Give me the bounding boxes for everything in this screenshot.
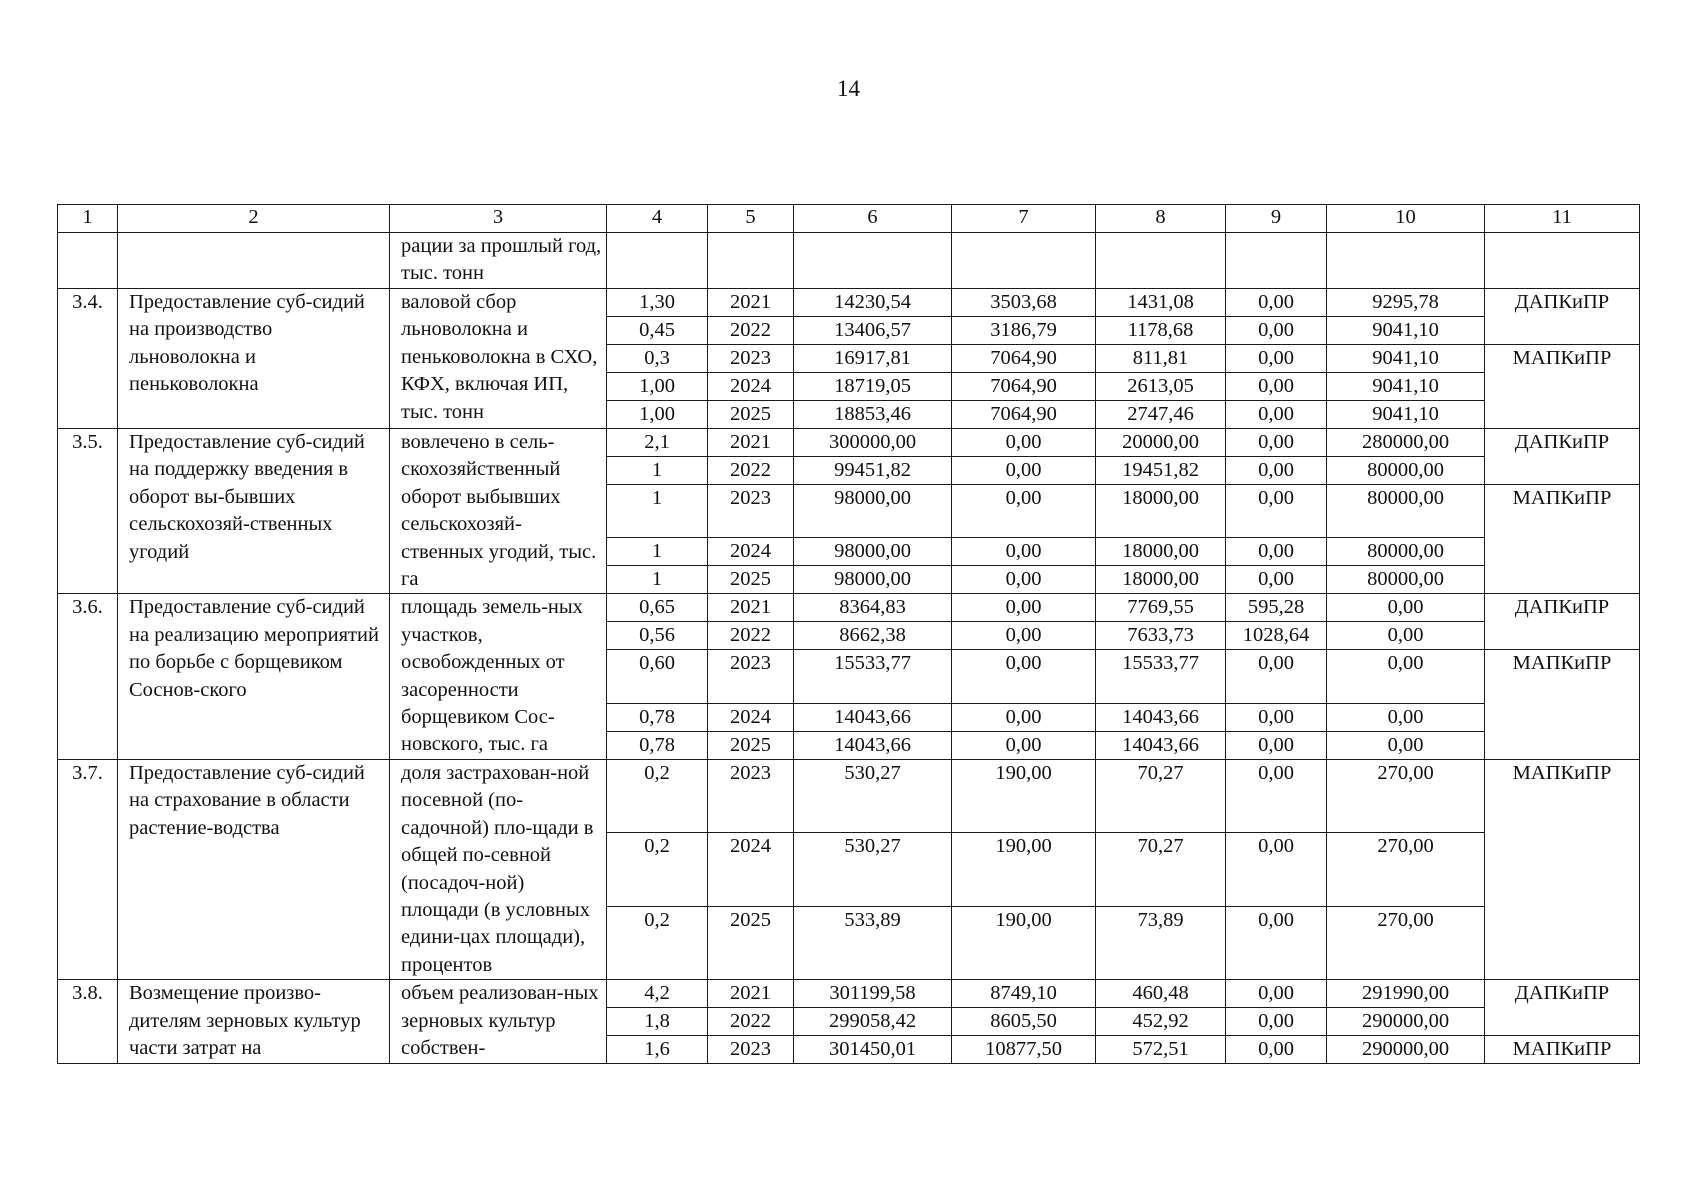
total-funding: 299058,42	[794, 1008, 952, 1036]
other-funding: 9041,10	[1327, 317, 1485, 345]
indicator-value: 0,2	[607, 906, 708, 978]
indicator-value: 0,60	[607, 650, 708, 703]
executor: ДАПКиПР	[1485, 289, 1640, 345]
other-funding: 9041,10	[1327, 373, 1485, 401]
federal-funding: 8749,10	[952, 980, 1096, 1008]
other-funding: 291990,00	[1327, 980, 1485, 1008]
regional-funding: 7769,55	[1096, 594, 1226, 622]
total-funding: 301199,58	[794, 980, 952, 1008]
header-cell: 6	[794, 205, 952, 233]
local-funding: 0,00	[1226, 457, 1327, 485]
executor: МАПКиПР	[1485, 650, 1640, 759]
header-cell: 5	[708, 205, 794, 233]
regional-funding: 2747,46	[1096, 401, 1226, 429]
year: 2024	[708, 833, 794, 906]
total-funding: 300000,00	[794, 429, 952, 457]
other-funding: 270,00	[1327, 833, 1485, 906]
header-cell: 10	[1327, 205, 1485, 233]
measure-year-row	[58, 289, 1640, 317]
year: 2022	[708, 1008, 794, 1036]
year: 2025	[708, 906, 794, 978]
total-funding: 14043,66	[794, 703, 952, 731]
local-funding: 0,00	[1226, 538, 1327, 566]
header-cell: 11	[1485, 205, 1640, 233]
other-funding: 280000,00	[1327, 429, 1485, 457]
indicator-value: 1,30	[607, 289, 708, 317]
measure-number: 3.7.	[58, 759, 118, 979]
continuation-empty	[952, 233, 1096, 289]
indicator-value: 1,00	[607, 373, 708, 401]
regional-funding: 14043,66	[1096, 703, 1226, 731]
federal-funding: 8605,50	[952, 1008, 1096, 1036]
executor: МАПКиПР	[1485, 1036, 1640, 1064]
local-funding: 0,00	[1226, 1008, 1327, 1036]
total-funding: 98000,00	[794, 566, 952, 594]
indicator-value: 1	[607, 538, 708, 566]
measure-year-row	[58, 980, 1640, 1008]
total-funding: 13406,57	[794, 317, 952, 345]
local-funding: 0,00	[1226, 759, 1327, 832]
local-funding: 0,00	[1226, 345, 1327, 373]
year: 2022	[708, 317, 794, 345]
year: 2023	[708, 1036, 794, 1064]
year: 2021	[708, 289, 794, 317]
executor: ДАПКиПР	[1485, 594, 1640, 650]
continuation-empty	[118, 233, 390, 289]
year: 2025	[708, 731, 794, 759]
measure-indicator: площадь земель-ных участков, освобожденных от засоренности борщевиком Сос-новского, тыс. га	[390, 594, 607, 759]
executor: МАПКиПР	[1485, 759, 1640, 979]
other-funding: 80000,00	[1327, 457, 1485, 485]
indicator-value: 1,6	[607, 1036, 708, 1064]
other-funding: 9041,10	[1327, 401, 1485, 429]
other-funding: 80000,00	[1327, 485, 1485, 538]
federal-funding: 190,00	[952, 833, 1096, 906]
program-measures-table	[57, 204, 1640, 1064]
federal-funding: 0,00	[952, 703, 1096, 731]
other-funding: 0,00	[1327, 622, 1485, 650]
regional-funding: 14043,66	[1096, 731, 1226, 759]
total-funding: 14043,66	[794, 731, 952, 759]
regional-funding: 2613,05	[1096, 373, 1226, 401]
federal-funding: 0,00	[952, 429, 1096, 457]
total-funding: 98000,00	[794, 538, 952, 566]
local-funding: 0,00	[1226, 703, 1327, 731]
other-funding: 80000,00	[1327, 566, 1485, 594]
measure-name: Предоставление суб-сидий на поддержку введения в оборот вы-бывших сельскохозяй-ственных угодий	[118, 429, 390, 594]
local-funding: 1028,64	[1226, 622, 1327, 650]
local-funding: 0,00	[1226, 650, 1327, 703]
federal-funding: 190,00	[952, 759, 1096, 832]
local-funding: 0,00	[1226, 373, 1327, 401]
total-funding: 16917,81	[794, 345, 952, 373]
other-funding: 0,00	[1327, 731, 1485, 759]
executor: ДАПКиПР	[1485, 429, 1640, 485]
other-funding: 0,00	[1327, 650, 1485, 703]
local-funding: 0,00	[1226, 317, 1327, 345]
indicator-value: 1	[607, 485, 708, 538]
indicator-value: 0,78	[607, 703, 708, 731]
total-funding: 8364,83	[794, 594, 952, 622]
measure-number: 3.5.	[58, 429, 118, 594]
federal-funding: 0,00	[952, 485, 1096, 538]
indicator-value: 0,78	[607, 731, 708, 759]
total-funding: 8662,38	[794, 622, 952, 650]
regional-funding: 70,27	[1096, 833, 1226, 906]
local-funding: 0,00	[1226, 485, 1327, 538]
federal-funding: 3503,68	[952, 289, 1096, 317]
indicator-value: 0,3	[607, 345, 708, 373]
measure-number: 3.4.	[58, 289, 118, 429]
header-row	[58, 205, 1640, 233]
local-funding: 0,00	[1226, 731, 1327, 759]
federal-funding: 0,00	[952, 731, 1096, 759]
regional-funding: 452,92	[1096, 1008, 1226, 1036]
local-funding: 0,00	[1226, 401, 1327, 429]
regional-funding: 18000,00	[1096, 538, 1226, 566]
indicator-value: 1,8	[607, 1008, 708, 1036]
continuation-empty	[607, 233, 708, 289]
header-cell: 4	[607, 205, 708, 233]
page-number: 14	[837, 76, 860, 101]
measure-name: Предоставление суб-сидий на страхование в области растение-водства	[118, 759, 390, 979]
measure-indicator: объем реализован-ных зерновых культур собствен-	[390, 980, 607, 1064]
indicator-value: 1,00	[607, 401, 708, 429]
continuation-empty	[1485, 233, 1640, 289]
indicator-value: 1	[607, 457, 708, 485]
indicator-value: 2,1	[607, 429, 708, 457]
year: 2021	[708, 980, 794, 1008]
header-cell: 7	[952, 205, 1096, 233]
local-funding: 0,00	[1226, 833, 1327, 906]
year: 2023	[708, 485, 794, 538]
local-funding: 0,00	[1226, 566, 1327, 594]
year: 2025	[708, 566, 794, 594]
regional-funding: 572,51	[1096, 1036, 1226, 1064]
indicator-value: 0,2	[607, 759, 708, 832]
federal-funding: 7064,90	[952, 373, 1096, 401]
federal-funding: 3186,79	[952, 317, 1096, 345]
federal-funding: 7064,90	[952, 345, 1096, 373]
total-funding: 98000,00	[794, 485, 952, 538]
header-cell: 2	[118, 205, 390, 233]
other-funding: 290000,00	[1327, 1036, 1485, 1064]
year: 2021	[708, 429, 794, 457]
regional-funding: 811,81	[1096, 345, 1226, 373]
continuation-empty	[708, 233, 794, 289]
federal-funding: 0,00	[952, 622, 1096, 650]
local-funding: 595,28	[1226, 594, 1327, 622]
year: 2023	[708, 759, 794, 832]
year: 2022	[708, 457, 794, 485]
year: 2021	[708, 594, 794, 622]
total-funding: 14230,54	[794, 289, 952, 317]
year: 2024	[708, 703, 794, 731]
header-cell: 1	[58, 205, 118, 233]
regional-funding: 20000,00	[1096, 429, 1226, 457]
continuation-row	[58, 233, 1640, 289]
local-funding: 0,00	[1226, 980, 1327, 1008]
total-funding: 301450,01	[794, 1036, 952, 1064]
measure-year-row	[58, 594, 1640, 622]
continuation-empty	[1327, 233, 1485, 289]
measure-indicator: вовлечено в сель-скохозяйственный оборот выбывших сельскохозяй-ственных угодий, тыс. га	[390, 429, 607, 594]
measure-name: Предоставление суб-сидий на производство льноволокна и пеньковолокна	[118, 289, 390, 429]
regional-funding: 460,48	[1096, 980, 1226, 1008]
continuation-empty	[1226, 233, 1327, 289]
executor: МАПКиПР	[1485, 485, 1640, 594]
measure-number: 3.8.	[58, 980, 118, 1064]
continuation-empty	[794, 233, 952, 289]
header-cell: 9	[1226, 205, 1327, 233]
regional-funding: 70,27	[1096, 759, 1226, 832]
other-funding: 270,00	[1327, 906, 1485, 978]
federal-funding: 0,00	[952, 650, 1096, 703]
measure-number: 3.6.	[58, 594, 118, 759]
regional-funding: 73,89	[1096, 906, 1226, 978]
measure-year-row	[58, 429, 1640, 457]
total-funding: 533,89	[794, 906, 952, 978]
year: 2025	[708, 401, 794, 429]
executor: МАПКиПР	[1485, 345, 1640, 429]
total-funding: 18853,46	[794, 401, 952, 429]
other-funding: 9295,78	[1327, 289, 1485, 317]
indicator-value: 0,56	[607, 622, 708, 650]
other-funding: 80000,00	[1327, 538, 1485, 566]
local-funding: 0,00	[1226, 1036, 1327, 1064]
indicator-value: 0,65	[607, 594, 708, 622]
regional-funding: 7633,73	[1096, 622, 1226, 650]
other-funding: 0,00	[1327, 703, 1485, 731]
regional-funding: 18000,00	[1096, 566, 1226, 594]
regional-funding: 15533,77	[1096, 650, 1226, 703]
year: 2022	[708, 622, 794, 650]
executor: ДАПКиПР	[1485, 980, 1640, 1036]
federal-funding: 7064,90	[952, 401, 1096, 429]
indicator-value: 4,2	[607, 980, 708, 1008]
year: 2024	[708, 538, 794, 566]
total-funding: 99451,82	[794, 457, 952, 485]
federal-funding: 10877,50	[952, 1036, 1096, 1064]
federal-funding: 0,00	[952, 457, 1096, 485]
header-cell: 3	[390, 205, 607, 233]
other-funding: 270,00	[1327, 759, 1485, 832]
regional-funding: 1431,08	[1096, 289, 1226, 317]
measure-name: Возмещение произво-дителям зерновых культур части затрат на	[118, 980, 390, 1064]
year: 2023	[708, 650, 794, 703]
indicator-value: 0,45	[607, 317, 708, 345]
measure-name: Предоставление суб-сидий на реализацию мероприятий по борьбе с борщевиком Соснов-ского	[118, 594, 390, 759]
table-body	[58, 205, 1640, 1064]
year: 2024	[708, 373, 794, 401]
regional-funding: 18000,00	[1096, 485, 1226, 538]
measure-indicator: доля застрахован-ной посевной (по-садочной) пло-щади в общей по-севной (посадоч-ной) площади (в условных едини-цах площади), процентов	[390, 759, 607, 979]
other-funding: 290000,00	[1327, 1008, 1485, 1036]
total-funding: 530,27	[794, 759, 952, 832]
continuation-empty	[58, 233, 118, 289]
indicator-value: 1	[607, 566, 708, 594]
local-funding: 0,00	[1226, 289, 1327, 317]
indicator-value: 0,2	[607, 833, 708, 906]
header-cell: 8	[1096, 205, 1226, 233]
other-funding: 9041,10	[1327, 345, 1485, 373]
regional-funding: 1178,68	[1096, 317, 1226, 345]
continuation-empty	[1096, 233, 1226, 289]
total-funding: 15533,77	[794, 650, 952, 703]
other-funding: 0,00	[1327, 594, 1485, 622]
total-funding: 18719,05	[794, 373, 952, 401]
local-funding: 0,00	[1226, 429, 1327, 457]
total-funding: 530,27	[794, 833, 952, 906]
federal-funding: 0,00	[952, 566, 1096, 594]
local-funding: 0,00	[1226, 906, 1327, 978]
measure-year-row	[58, 759, 1640, 832]
continuation-indicator: рации за прошлый год, тыс. тонн	[390, 233, 607, 289]
federal-funding: 0,00	[952, 538, 1096, 566]
year: 2023	[708, 345, 794, 373]
federal-funding: 190,00	[952, 906, 1096, 978]
federal-funding: 0,00	[952, 594, 1096, 622]
measure-indicator: валовой сбор льноволокна и пеньковолокна в СХО, КФХ, включая ИП, тыс. тонн	[390, 289, 607, 429]
regional-funding: 19451,82	[1096, 457, 1226, 485]
